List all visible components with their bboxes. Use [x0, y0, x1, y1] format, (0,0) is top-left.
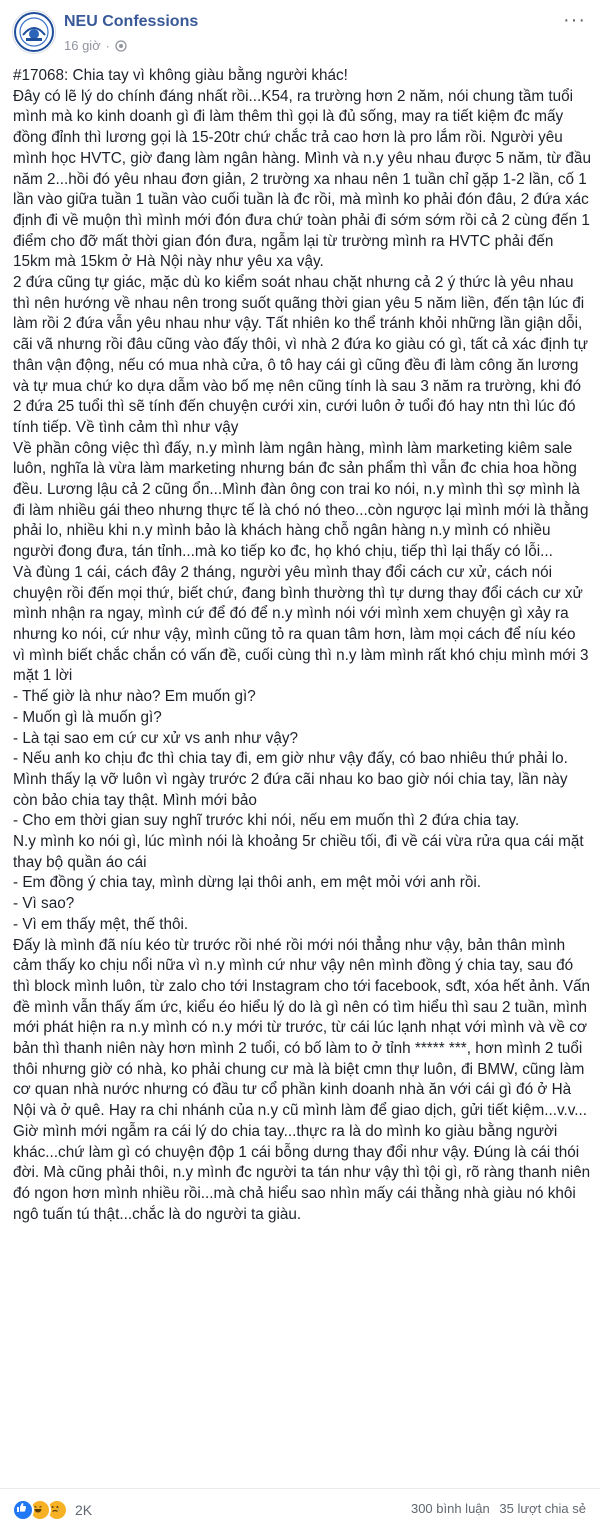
dialog-line: - Là tại sao em cứ cư xử vs anh như vậy? [13, 729, 298, 747]
like-reaction-icon [12, 1499, 34, 1521]
engagement-stats [405, 1501, 586, 1516]
dialog-line: - Thế giờ là như nào? Em muốn gì? [13, 688, 256, 706]
post-paragraph: Đấy là mình đã níu kéo từ trước rồi nhé rồi mới nói thẳng như vậy, bản thân mình cảm thấy ko chịu nổi nữa vì n.y mình cứ như vậy nên mình đồng ý chia tay, sau đó thì block mình luôn, từ zalo cho tới Instagram cho tới facebook, sđt, xóa hết ảnh. Vấn đề mình vẫn thấy ấm ức, kiểu éo hiểu lý do là gì nên có tìm hiểu thì sau 2 tuần, mình mới phát hiện ra n.y mình có n.y mới từ trước, từ cái lúc lạnh nhạt với mình và về cơ bản thì thanh niên này hơn mình 2 tuổi, có bố làm to ở tỉnh ***** ***, hơn mình 2 tuổi thôi nhưng giờ có nhà, ko phải chung cư mà là biệt cmn thự luôn, đi BMW, cũng làm cơ quan nhà nước nhưng có đầu tư cổ phần kinh doanh nhà ăn với cái gì đó ở Hà Nội và ở quê. Hay ra chi nhánh của n.y cũ mình làm để giao dịch, gửi tiết kiệm...v.v... [13, 936, 591, 1120]
reaction-count[interactable]: 2K [75, 1502, 93, 1518]
neu-logo-icon [13, 11, 55, 53]
post-header [0, 0, 600, 62]
post-footer [0, 1488, 600, 1526]
post-paragraph: Về phần công việc thì đấy, n.y mình làm ngân hàng, mình làm marketing kiêm sale luôn, nghĩa là vừa làm marketing nhưng bán đc sản phẩm thì vẫn đc chia hoa hồng đều. Lương lậu cả 2 cũng ổn...Mình đàn ông con trai ko nói, n.y mình thì sợ mình là đi làm nhiều gái theo nhưng thực tế là chó nó theo...còn ngược lại mình mới là thằng phải lo, nhiều khi n.y mình bảo là khách hàng chỗ ngân hàng n.y mình có nhiều người đong đưa, tán tỉnh...mà ko tiếp ko đc, họ khó chịu, tiếp thì lại thấy có lỗi... [13, 439, 589, 561]
post-paragraph: Giờ mình mới ngẫm ra cái lý do chia tay...thực ra là do mình ko giàu bằng người khác...chứ làm gì có chuyện độp 1 cái bỗng dưng thay đổi như vậy. Đúng là cái thói đời. Mà cũng phải thôi, n.y mình đc người ta tán như vậy thì tội gì, rõ ràng thanh niên đó ngon hơn mình nhiều rồi...mà chả hiểu sao nhìn mấy cái thằng nhà giàu nó khôi ngô tuấn tú thật...chắc là do người ta giàu. [13, 1122, 591, 1223]
dialog-line: - Nếu anh ko chịu đc thì chia tay đi, em giờ như vậy đấy, có bao nhiêu thứ phải lo. [13, 750, 568, 768]
dialog-line: - Vì em thấy mệt, thế thôi. [13, 915, 189, 933]
meta-separator: · [105, 38, 110, 53]
privacy-icon[interactable] [115, 40, 127, 52]
page-name[interactable]: NEU Confessions [64, 13, 199, 30]
post-paragraph: Đây có lẽ lý do chính đáng nhất rồi...K54, ra trường hơn 2 năm, nói chung tầm tuổi mình mà ko kinh doanh gì đi làm thêm thì gọi là đủ sống, may ra tiết kiệm đc mấy đồng đỉnh thì lương gọi là 15-20tr chứ chắc trả cao hơn là pro lắm rồi. Người yêu mình học HVTC, giờ đang làm ngân hàng. Mình và n.y yêu nhau được 5 năm, từ đầu năm 2...hồi đó yêu nhau đơn giản, 2 trường xa nhau nên 1 tuần chỉ gặp 1-2 lần, cố 1 lần vào giữa tuần 1 tuần vào cuối tuần là đc rồi, mà mình ko phải đón đâu, 2 đứa xác định đi về muộn thì mình mới đón đưa chứ toàn phải đi sớm sớm rồi cả 2 cùng đến 1 điểm cho đỡ mất thời gian đón đưa, ngẫm lại từ trường mình ra HVTC phải đến 15km mà 15km ở Hà Nội này như yêu xa vậy. [13, 87, 591, 271]
dialog-line: - Vì sao? [13, 895, 75, 913]
comments-count-link[interactable]: 300 bình luận [410, 1501, 490, 1516]
post-paragraph: N.y mình ko nói gì, lúc mình nói là khoảng 5r chiều tối, đi về cái vừa rửa qua cái mặt thay bộ quần áo cái [13, 833, 584, 871]
shares-count-link[interactable]: 35 lượt chia sẻ [499, 1501, 586, 1516]
more-options-button[interactable]: ··· [563, 9, 586, 31]
dialog-line: - Em đồng ý chia tay, mình dừng lại thôi anh, em mệt mỏi với anh rồi. [13, 874, 482, 892]
post-body [13, 66, 591, 1225]
reactions-summary[interactable] [12, 1499, 92, 1521]
post-paragraph: Mình thấy lạ vỡ luôn vì ngày trước 2 đứa cãi nhau ko bao giờ nói chia tay, lần này còn bảo chia tay thật. Mình mới bảo [13, 770, 568, 809]
dialog-line: - Muốn gì là muốn gì? [13, 708, 162, 726]
post-paragraph: 2 đứa cũng tự giác, mặc dù ko kiểm soát nhau chặt nhưng cả 2 ý thức là yêu nhau thì nên hướng về nhau nên trong suốt quãng thời gian yêu 5 năm liền, đến tận lúc đi làm rồi 2 đứa vẫn yêu nhau như vậy. Tất nhiên ko thể tránh khỏi những lần giận dỗi, cãi vã nhưng rồi đâu cũng vào đấy thôi, vì nhà 2 đứa ko giàu có gì, tất cả xác định tự thân vận động, nếu có mua nhà cửa, ô tô hay cái gì cũng đều đi làm công ăn lương và tự mua chứ ko dựa dẫm vào bố mẹ nên cũng tính là sau 3 năm ra trường, khi đó 2 đứa 25 tuổi thì sẽ tính đến chuyện cưới xin, cưới luôn ở tuổi đó hay ntn thì lúc đó tính tiếp. Về tình cảm thì như vậy [13, 274, 588, 436]
page-avatar[interactable] [12, 10, 56, 54]
post-title: #17068: Chia tay vì không giàu bằng người khác! [13, 67, 348, 84]
post-paragraph: Và đùng 1 cái, cách đây 2 tháng, người yêu mình thay đổi cách cư xử, cách nói chuyện rồi đến mọi thứ, biết chứ, đang bình thường thì tự dưng thay đổi cách cư xử mình nhận ra ngay, mình cứ để đó để n.y mình nói với mình xem chuyện gì xảy ra nhưng ko nói, cứ như vậy, mình cũng tỏ ra quan tâm hơn, làm mọi cách để níu kéo vì mình biết chắc chắn có vấn đề, cuối cùng thì n.y làm mình rất khó chịu mình mới 3 mặt 1 lời [13, 563, 589, 685]
post-meta [64, 38, 127, 53]
post-time[interactable]: 16 giờ [64, 38, 101, 53]
dialog-line: - Cho em thời gian suy nghĩ trước khi nói, nếu em muốn thì 2 đứa chia tay. [13, 812, 520, 830]
